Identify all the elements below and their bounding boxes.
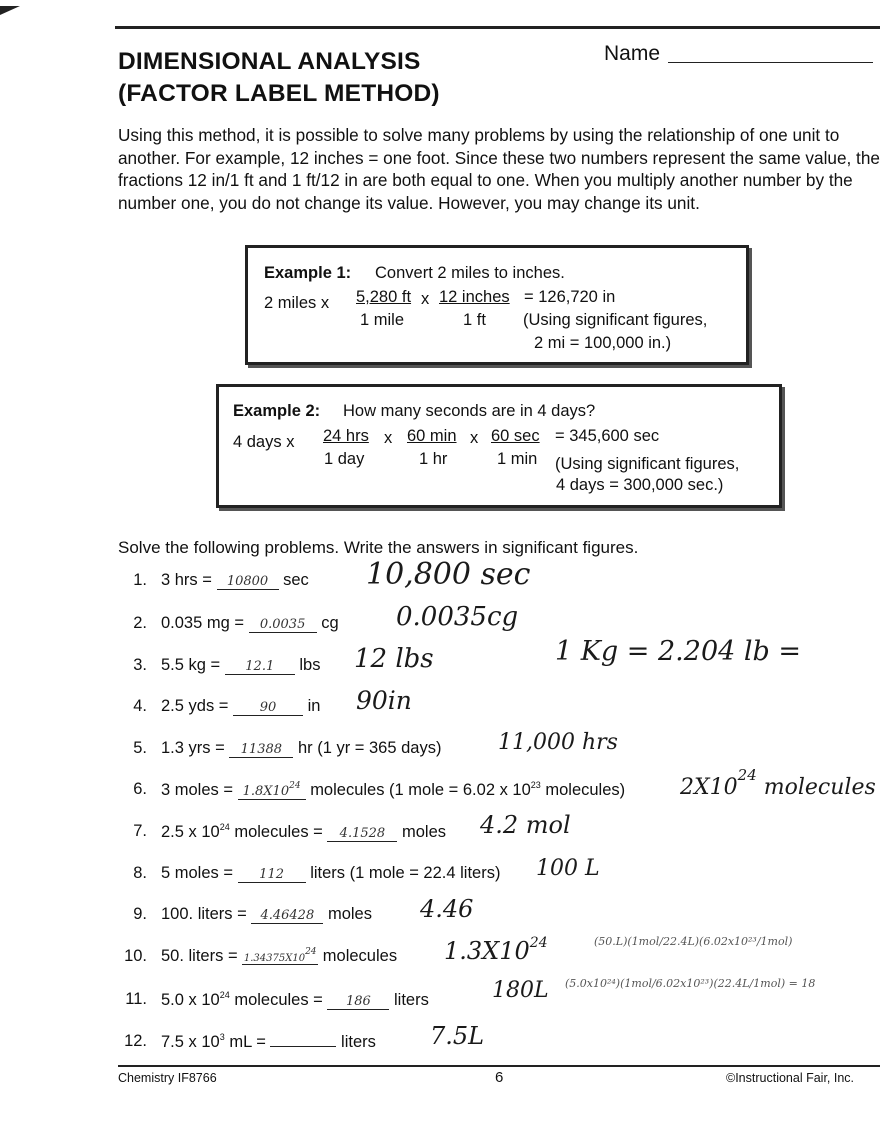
page-title-line2: (FACTOR LABEL METHOD) (118, 80, 440, 107)
handwritten-work-11: (5.0x10²⁴)(1mol/6.02x10²³)(22.4L/1mol) = 18 (565, 977, 816, 990)
answer-blank[interactable]: 0.0035 (249, 617, 317, 633)
handwritten-answer-2: 0.0035cg (396, 602, 519, 632)
problem-number: 11. (125, 990, 147, 1008)
handwritten-work-10: (50.L)(1mol/22.4L)(6.02x10²³/1mol) (594, 935, 793, 948)
answer-blank[interactable]: 10800 (217, 574, 279, 590)
example-2-question: How many seconds are in 4 days? (343, 402, 596, 420)
problem-unit: liters (394, 991, 429, 1009)
problem-unit-exponent: 23 (530, 780, 541, 790)
answer-blank[interactable]: 12.1 (225, 659, 295, 675)
handwritten-answer-5: 11,000 hrs (498, 730, 618, 755)
example-1-label: Example 1: (264, 264, 352, 282)
example-2-label: Example 2: (233, 402, 321, 420)
example-1-question: Convert 2 miles to inches. (375, 264, 565, 282)
example-1-result: = 126,720 in (524, 288, 616, 306)
problem-unit: molecules (322, 947, 398, 965)
problem-prompt: 1.3 yrs = (161, 739, 225, 757)
intro-paragraph: Using this method, it is possible to solve many problems by using the relationship of one unit to another. For example, 12 inches = one foot. Since these two numbers represent the same value, the fractions 12 in/1 ft and 1 ft/12 in are both equal to one. When you multiply another number by the number one, you do not change its value. However, you may change its unit. (118, 125, 880, 213)
instructions: Solve the following problems. Write the answers in significant figures. (118, 538, 639, 557)
name-label: Name (604, 42, 661, 65)
problem-unit-part-b: molecules) (540, 781, 626, 799)
example-2-note-line2: 4 days = 300,000 sec.) (556, 476, 724, 494)
problem-11 (161, 990, 429, 1010)
handwritten-answer-8: 100 L (536, 856, 600, 881)
problem-number: 8. (133, 864, 147, 882)
problem-prompt: 3 hrs = (161, 571, 212, 589)
handwritten-answer-6 (680, 766, 876, 800)
problem-prompt: 2.5 yds = (161, 697, 229, 715)
problem-6 (161, 780, 625, 800)
problem-3 (161, 656, 320, 675)
problem-unit-part-a: molecules (1 mole = 6.02 x 10 (310, 781, 531, 799)
handwritten-answer-6-base: 2X10 (680, 775, 738, 800)
handwritten-answer-3: 12 lbs (354, 644, 434, 674)
problem-5 (161, 739, 441, 758)
problem-prompt: 0.035 mg = (161, 614, 245, 632)
example-2-times-2: x (470, 429, 479, 447)
problem-prompt: 5 moles = (161, 864, 233, 882)
problem-unit: in (307, 697, 321, 715)
example-1-factor1-den: 1 mile (360, 311, 405, 329)
problem-unit: moles (327, 905, 372, 923)
problem-unit: moles (402, 823, 447, 841)
problem-unit: liters (341, 1033, 376, 1051)
problem-8 (161, 864, 500, 883)
problem-2 (161, 614, 339, 633)
problem-unit: lbs (299, 656, 321, 674)
example-1-note-line1: (Using significant figures, (523, 311, 708, 329)
answer-blank[interactable] (238, 781, 306, 800)
answer-blank-exponent: 24 (289, 781, 301, 791)
problem-prompt (161, 991, 323, 1009)
answer-blank[interactable]: 11388 (229, 742, 293, 758)
handwritten-answer-6-exponent: 24 (737, 766, 757, 784)
problem-prompt-exponent: 24 (219, 822, 230, 832)
problem-4 (161, 697, 320, 716)
handwritten-answer-7: 4.2 mol (480, 811, 571, 839)
problem-number: 1. (133, 571, 147, 589)
example-1-box (245, 245, 749, 365)
footer-rule (118, 1065, 880, 1067)
handwritten-answer-10-base: 1.3X10 (444, 937, 530, 965)
example-1-start: 2 miles x (264, 294, 330, 312)
answer-blank[interactable] (242, 947, 318, 965)
answer-blank-base: 1.8X10 (242, 784, 290, 799)
handwritten-answer-4: 90in (356, 686, 412, 715)
page-number: 6 (495, 1069, 504, 1086)
problem-unit: cg (321, 614, 339, 632)
example-2-times-1: x (384, 429, 393, 447)
problem-12 (161, 1032, 376, 1052)
problem-unit: liters (1 mole = 22.4 liters) (310, 864, 501, 882)
answer-blank-exponent: 24 (305, 947, 317, 957)
example-1-factor2-den: 1 ft (463, 311, 486, 329)
example-2-factor2-num: 60 min (407, 427, 457, 445)
answer-blank[interactable] (270, 1032, 336, 1047)
problem-prompt-part-a: 2.5 x 10 (161, 823, 220, 841)
example-2-factor1-den: 1 day (324, 450, 365, 468)
problem-unit: sec (283, 571, 309, 589)
example-2-result: = 345,600 sec (555, 427, 660, 445)
example-2-note-line1: (Using significant figures, (555, 455, 740, 473)
problem-prompt-exponent: 3 (219, 1032, 225, 1042)
handwritten-answer-9: 4.46 (420, 895, 474, 923)
answer-blank[interactable]: 112 (238, 867, 306, 883)
answer-blank[interactable]: 4.1528 (327, 826, 397, 842)
problem-10 (161, 947, 397, 966)
handwritten-answer-12: 7.5L (430, 1022, 485, 1050)
problem-prompt (161, 1033, 266, 1051)
scan-corner-mark (0, 6, 20, 15)
problem-prompt-part-a: 7.5 x 10 (161, 1033, 220, 1051)
problem-number: 5. (133, 739, 147, 757)
problem-prompt: 3 moles = (161, 781, 233, 799)
problem-9 (161, 905, 372, 924)
example-1-factor2-num: 12 inches (439, 288, 510, 306)
handwritten-answer-11: 180L (492, 978, 549, 1003)
answer-blank-base: 1.34375X10 (243, 953, 306, 964)
page-title-line1: DIMENSIONAL ANALYSIS (118, 48, 421, 75)
problem-number: 7. (133, 822, 147, 840)
problem-number: 3. (133, 656, 147, 674)
example-1-times: x (421, 290, 430, 308)
problem-unit: hr (1 yr = 365 days) (297, 739, 442, 757)
problem-number: 2. (133, 614, 147, 632)
example-2-start: 4 days x (233, 433, 295, 451)
example-1-note-line2: 2 mi = 100,000 in.) (534, 334, 672, 352)
problem-prompt (161, 823, 323, 841)
problem-number: 4. (133, 697, 147, 715)
top-rule (115, 26, 880, 29)
answer-blank[interactable]: 4.46428 (251, 908, 323, 924)
answer-blank[interactable]: 186 (327, 994, 389, 1010)
name-field-line[interactable] (668, 62, 873, 63)
example-2-box (216, 384, 782, 508)
problem-unit (310, 781, 625, 799)
problem-prompt: 5.5 kg = (161, 656, 221, 674)
handwritten-answer-6-unit: molecules (763, 775, 876, 800)
problem-number: 6. (133, 780, 147, 798)
handwritten-conversion-note: 1 Kg = 2.204 lb = (555, 636, 802, 667)
problem-number: 12. (124, 1032, 147, 1050)
problem-number: 9. (133, 905, 147, 923)
example-2-factor1-num: 24 hrs (323, 427, 369, 445)
handwritten-answer-10 (444, 935, 548, 965)
problem-prompt: 50. liters = (161, 947, 238, 965)
problem-1 (161, 571, 309, 590)
footer-left: Chemistry IF8766 (118, 1071, 217, 1085)
problem-prompt: 100. liters = (161, 905, 247, 923)
problem-prompt-part-b: mL = (224, 1033, 266, 1051)
problem-number: 10. (124, 947, 147, 965)
handwritten-answer-10-exponent: 24 (529, 935, 548, 951)
problem-prompt-part-b: molecules = (229, 991, 323, 1009)
example-1-factor1-num: 5,280 ft (356, 288, 412, 306)
handwritten-answer-1: 10,800 sec (366, 557, 531, 592)
footer-right: ©Instructional Fair, Inc. (726, 1071, 855, 1085)
example-2-factor2-den: 1 hr (419, 450, 448, 468)
problem-prompt-exponent: 24 (219, 990, 230, 1000)
example-2-factor3-num: 60 sec (491, 427, 540, 445)
problem-7 (161, 822, 446, 842)
problem-prompt-part-a: 5.0 x 10 (161, 991, 220, 1009)
problem-prompt-part-b: molecules = (229, 823, 323, 841)
answer-blank[interactable]: 90 (233, 700, 303, 716)
example-2-factor3-den: 1 min (497, 450, 538, 468)
